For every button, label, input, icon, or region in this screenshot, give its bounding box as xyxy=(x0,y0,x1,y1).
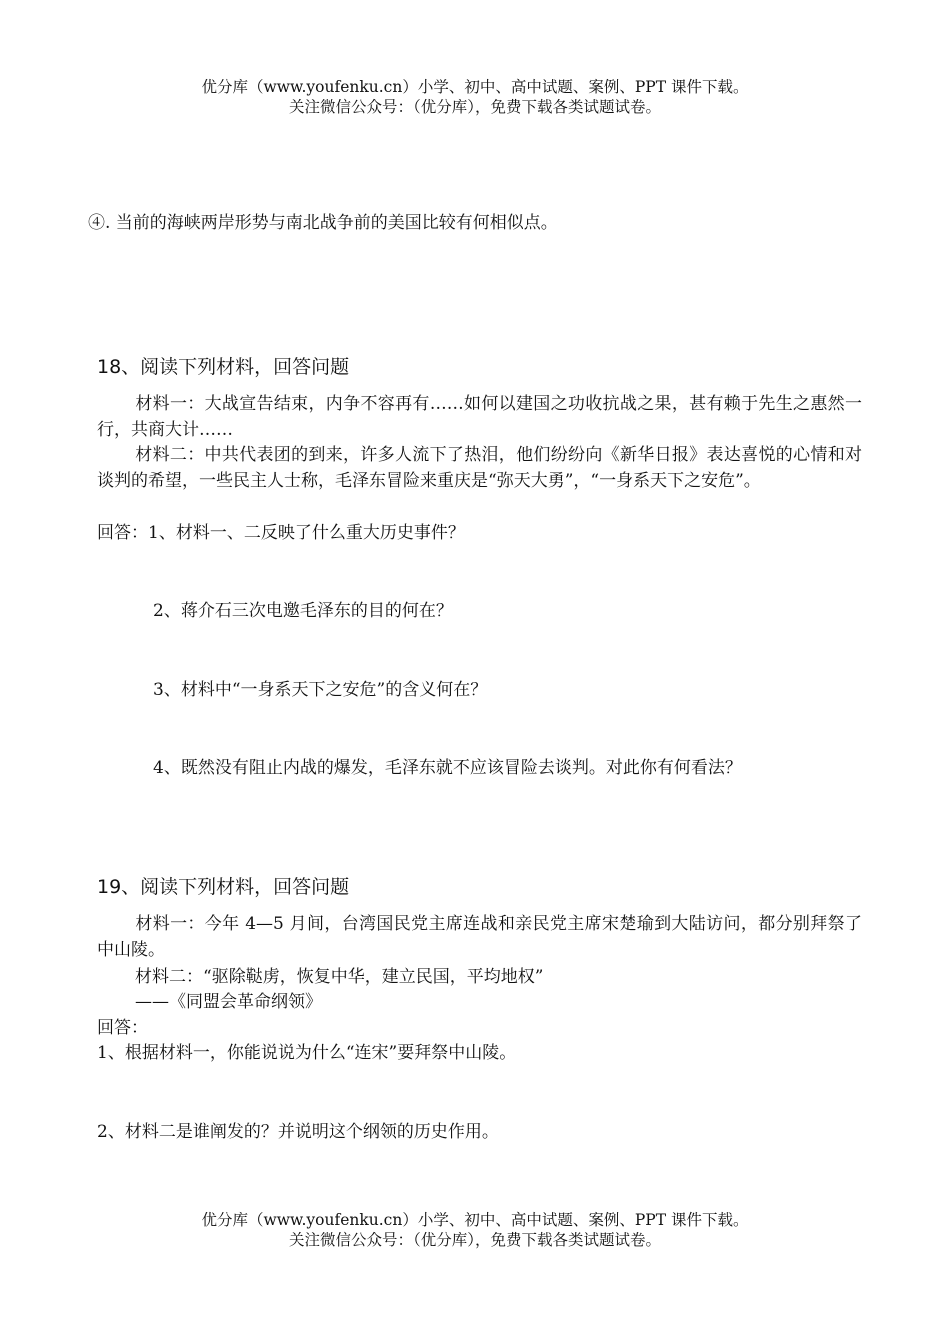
q18-question-4: 4、既然没有阻止内战的爆发，毛泽东就不应该冒险去谈判。对此你有何看法？ xyxy=(153,758,742,778)
q19-material-1-text: 材料一：今年 4—5 月间，台湾国民党主席连战和亲民党主席宋楚瑜到大陆访问，都分别拜祭了中山陵。 xyxy=(97,914,862,960)
q18-question-3: 3、材料中“一身系天下之安危”的含义何在？ xyxy=(153,680,488,700)
q18-material-2 xyxy=(97,443,862,494)
page-header-line-2: 关注微信公众号：（优分库），免费下载各类试题试卷。 xyxy=(288,98,661,116)
q19-answer-label: 回答： xyxy=(97,1018,148,1038)
question-18-title: 18、阅读下列材料，回答问题 xyxy=(97,356,350,378)
q19-material-2-source: ——《同盟会革命纲领》 xyxy=(135,992,322,1012)
q18-question-1: 回答：1、材料一、二反映了什么重大历史事件？ xyxy=(97,523,465,543)
page-header-line-1: 优分库（www.youfenku.cn）小学、初中、高中试题、案例、PPT 课件下载。 xyxy=(201,78,749,96)
question-19-title: 19、阅读下列材料，回答问题 xyxy=(97,876,350,898)
q19-question-2: 2、材料二是谁阐发的？并说明这个纲领的历史作用。 xyxy=(97,1122,499,1142)
q19-material-2: 材料二：“驱除鞑虏，恢复中华，建立民国，平均地权” xyxy=(135,967,544,987)
page-footer-line-1: 优分库（www.youfenku.cn）小学、初中、高中试题、案例、PPT 课件下载。 xyxy=(201,1211,749,1229)
prev-question-item-4: ④. 当前的海峡两岸形势与南北战争前的美国比较有何相似点。 xyxy=(88,213,558,233)
q19-question-1: 1、根据材料一，你能说说为什么“连宋”要拜祭中山陵。 xyxy=(97,1043,517,1063)
q19-material-1 xyxy=(97,912,862,963)
q18-material-1-text: 材料一：大战宣告结束，内争不容再有……如何以建国之功收抗战之果，甚有赖于先生之惠然一行，共商大计…… xyxy=(97,394,862,440)
page-footer-line-2: 关注微信公众号：（优分库），免费下载各类试题试卷。 xyxy=(288,1231,661,1249)
q18-material-2-text: 材料二：中共代表团的到来，许多人流下了热泪，他们纷纷向《新华日报》表达喜悦的心情和对谈判的希望，一些民主人士称，毛泽东冒险来重庆是“弥天大勇”，“一身系天下之安危”。 xyxy=(97,445,862,491)
q18-question-2: 2、蒋介石三次电邀毛泽东的目的何在？ xyxy=(153,601,453,621)
q18-material-1 xyxy=(97,392,862,443)
